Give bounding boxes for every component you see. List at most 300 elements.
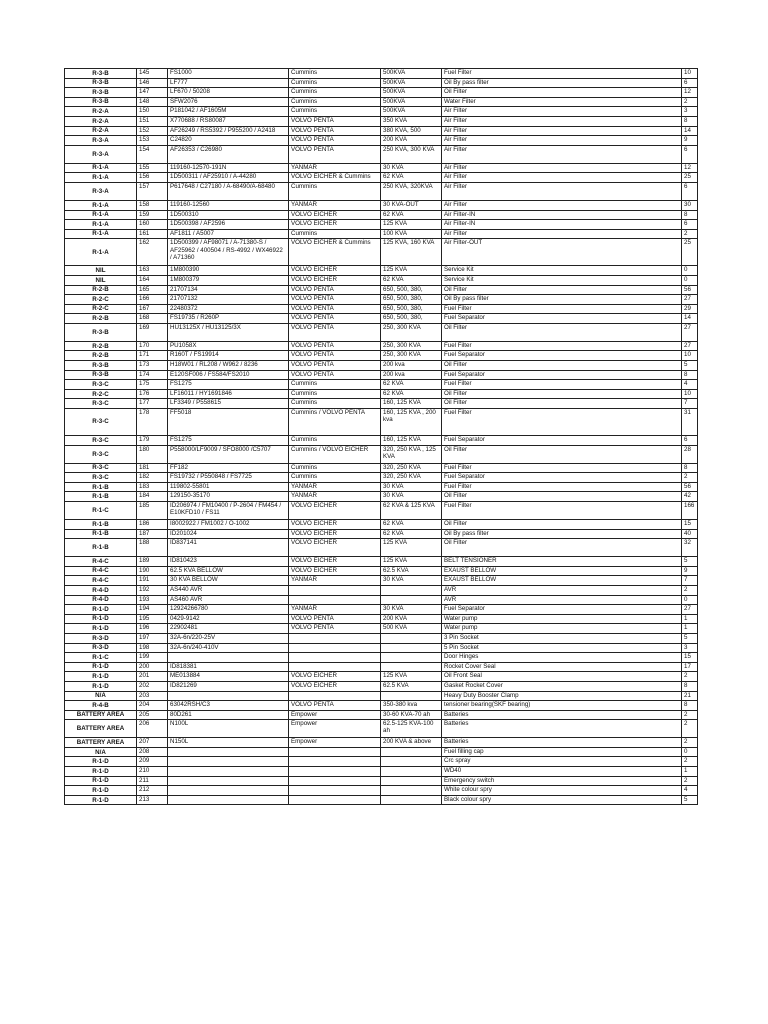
rating-cell: 500KVA [381, 107, 442, 117]
table-row [65, 380, 698, 390]
part-number-cell: LF3349 / P558615 [168, 399, 289, 409]
table-row [65, 795, 698, 805]
location-cell: R-2-A [65, 126, 137, 136]
description-cell: Fuel Filter [442, 502, 682, 520]
brand-cell: VOLVO EICHER [289, 275, 381, 285]
quantity-cell: 15 [682, 520, 698, 530]
location-cell: BATTERY AREA [65, 710, 137, 720]
rating-cell: 30 KVA-OUT [381, 200, 442, 210]
quantity-cell: 4 [682, 380, 698, 390]
brand-cell [289, 786, 381, 796]
rating-cell: 250, 300 KVA [381, 323, 442, 341]
part-number-cell: 30 KVA BELLOW [168, 576, 289, 586]
rating-cell: 650, 500, 380, [381, 304, 442, 314]
location-cell: R-3-D [65, 643, 137, 653]
serial-number-cell: 180 [137, 445, 168, 463]
table-row [65, 463, 698, 473]
table-row [65, 239, 698, 266]
quantity-cell: 10 [682, 389, 698, 399]
table-row [65, 210, 698, 220]
part-number-cell: AF26249 / RS5392 / P955200 / A2418 [168, 126, 289, 136]
part-number-cell: AS440 AVR [168, 585, 289, 595]
location-cell: R-2-C [65, 389, 137, 399]
rating-cell: 350 KVA [381, 116, 442, 126]
part-number-cell: 119802-55801 [168, 482, 289, 492]
brand-cell: VOLVO PENTA [289, 351, 381, 361]
part-number-cell: LF777 [168, 78, 289, 88]
part-number-cell: N100L [168, 720, 289, 738]
quantity-cell: 29 [682, 304, 698, 314]
table-row [65, 116, 698, 126]
quantity-cell: 25 [682, 173, 698, 183]
quantity-cell: 1 [682, 624, 698, 634]
description-cell: Fuel Separator [442, 370, 682, 380]
location-cell: R-3-C [65, 463, 137, 473]
serial-number-cell: 178 [137, 409, 168, 436]
brand-cell: Cummins [289, 182, 381, 200]
location-cell: R-1-D [65, 757, 137, 767]
table-row [65, 314, 698, 324]
part-number-cell: P181042 / AF1605M [168, 107, 289, 117]
table-row [65, 566, 698, 576]
location-cell: R-3-B [65, 361, 137, 371]
part-number-cell: FS1000 [168, 69, 289, 79]
brand-cell: Cummins [289, 78, 381, 88]
part-number-cell: 21707132 [168, 295, 289, 305]
description-cell: Oil Filter [442, 389, 682, 399]
description-cell: Air Filter [442, 173, 682, 183]
description-cell: Oil Filter [442, 520, 682, 530]
part-number-cell: 32A-6n/240-410V [168, 643, 289, 653]
rating-cell: 320, 250 KVA [381, 463, 442, 473]
brand-cell: VOLVO EICHER [289, 266, 381, 276]
brand-cell: Cummins [289, 399, 381, 409]
description-cell: WD40 [442, 767, 682, 777]
description-cell: Oil By pass filter [442, 78, 682, 88]
table-row [65, 341, 698, 351]
quantity-cell: 6 [682, 182, 698, 200]
serial-number-cell: 145 [137, 69, 168, 79]
quantity-cell: 6 [682, 145, 698, 163]
table-row [65, 145, 698, 163]
table-row [65, 88, 698, 98]
brand-cell: VOLVO PENTA [289, 314, 381, 324]
location-cell: R-1-D [65, 624, 137, 634]
serial-number-cell: 193 [137, 595, 168, 605]
quantity-cell: 9 [682, 136, 698, 146]
location-cell: R-2-B [65, 341, 137, 351]
part-number-cell: R160T / FS19914 [168, 351, 289, 361]
description-cell: Oil Filter [442, 539, 682, 557]
description-cell: Oil Filter [442, 88, 682, 98]
quantity-cell: 56 [682, 285, 698, 295]
serial-number-cell: 192 [137, 585, 168, 595]
location-cell: R-2-A [65, 107, 137, 117]
serial-number-cell: 146 [137, 78, 168, 88]
rating-cell: 62 KVA [381, 173, 442, 183]
brand-cell: VOLVO PENTA [289, 145, 381, 163]
rating-cell: 200 KVA [381, 614, 442, 624]
part-number-cell: FF182 [168, 463, 289, 473]
table-row [65, 200, 698, 210]
rating-cell [381, 767, 442, 777]
table-row [65, 107, 698, 117]
description-cell: Batteries [442, 710, 682, 720]
brand-cell: Cummins / VOLVO EICHER [289, 445, 381, 463]
table-row [65, 351, 698, 361]
location-cell: BATTERY AREA [65, 720, 137, 738]
part-number-cell: ID201024 [168, 529, 289, 539]
table-row [65, 633, 698, 643]
rating-cell: 500KVA [381, 97, 442, 107]
table-row [65, 482, 698, 492]
serial-number-cell: 158 [137, 200, 168, 210]
brand-cell: Empower [289, 738, 381, 748]
quantity-cell: 42 [682, 492, 698, 502]
rating-cell [381, 795, 442, 805]
rating-cell: 125 KVA, 160 KVA [381, 239, 442, 266]
description-cell: Oil Filter [442, 285, 682, 295]
rating-cell: 650, 500, 380, [381, 314, 442, 324]
location-cell: R-3-B [65, 69, 137, 79]
location-cell: R-4-C [65, 557, 137, 567]
description-cell: Fuel Filter [442, 409, 682, 436]
quantity-cell: 31 [682, 409, 698, 436]
table-row [65, 776, 698, 786]
description-cell: AVR [442, 585, 682, 595]
serial-number-cell: 187 [137, 529, 168, 539]
part-number-cell [168, 757, 289, 767]
description-cell: Door Hinges [442, 653, 682, 663]
serial-number-cell: 206 [137, 720, 168, 738]
serial-number-cell: 203 [137, 691, 168, 701]
quantity-cell: 8 [682, 116, 698, 126]
location-cell: R-3-B [65, 78, 137, 88]
description-cell: Air Filter-IN [442, 220, 682, 230]
part-number-cell: ID810423 [168, 557, 289, 567]
quantity-cell: 32 [682, 539, 698, 557]
quantity-cell: 40 [682, 529, 698, 539]
part-number-cell: 119160-12560 [168, 200, 289, 210]
table-row [65, 529, 698, 539]
location-cell: R-1-D [65, 786, 137, 796]
part-number-cell: FS1275 [168, 436, 289, 446]
rating-cell: 500KVA [381, 78, 442, 88]
table-row [65, 389, 698, 399]
quantity-cell: 6 [682, 220, 698, 230]
table-row [65, 520, 698, 530]
rating-cell [381, 776, 442, 786]
rating-cell: 650, 500, 380, [381, 295, 442, 305]
quantity-cell: 166 [682, 502, 698, 520]
description-cell: Gasket Rocket Cover [442, 681, 682, 691]
part-number-cell: AS460 AVR [168, 595, 289, 605]
table-row [65, 662, 698, 672]
serial-number-cell: 174 [137, 370, 168, 380]
rating-cell: 200 kva [381, 370, 442, 380]
location-cell: R-3-D [65, 633, 137, 643]
location-cell: R-3-B [65, 370, 137, 380]
serial-number-cell: 191 [137, 576, 168, 586]
table-row [65, 681, 698, 691]
brand-cell: Cummins [289, 436, 381, 446]
rating-cell: 62 KVA [381, 275, 442, 285]
brand-cell: VOLVO EICHER [289, 681, 381, 691]
location-cell: R-1-D [65, 614, 137, 624]
table-row [65, 436, 698, 446]
rating-cell: 30 KVA [381, 163, 442, 173]
brand-cell: VOLVO EICHER [289, 539, 381, 557]
quantity-cell: 2 [682, 710, 698, 720]
part-number-cell: 80D261 [168, 710, 289, 720]
serial-number-cell: 182 [137, 473, 168, 483]
rating-cell: 125 KVA [381, 539, 442, 557]
location-cell: R-3-C [65, 380, 137, 390]
serial-number-cell: 205 [137, 710, 168, 720]
inventory-table [64, 68, 698, 805]
serial-number-cell: 181 [137, 463, 168, 473]
rating-cell: 62 KVA [381, 389, 442, 399]
location-cell: R-1-B [65, 539, 137, 557]
description-cell: Batteries [442, 720, 682, 738]
location-cell: R-3-B [65, 97, 137, 107]
serial-number-cell: 208 [137, 747, 168, 757]
serial-number-cell: 185 [137, 502, 168, 520]
table-row [65, 557, 698, 567]
quantity-cell: 2 [682, 672, 698, 682]
serial-number-cell: 196 [137, 624, 168, 634]
part-number-cell: ME013884 [168, 672, 289, 682]
rating-cell: 250, 300 KVA [381, 341, 442, 351]
table-row [65, 136, 698, 146]
quantity-cell: 10 [682, 69, 698, 79]
location-cell: R-1-A [65, 210, 137, 220]
serial-number-cell: 211 [137, 776, 168, 786]
table-row [65, 304, 698, 314]
location-cell: R-4-B [65, 701, 137, 711]
part-number-cell: X770688 / RS80087 [168, 116, 289, 126]
table-row [65, 605, 698, 615]
brand-cell: VOLVO EICHER [289, 672, 381, 682]
rating-cell: 320, 250 KVA [381, 473, 442, 483]
serial-number-cell: 166 [137, 295, 168, 305]
description-cell: Air Filter-IN [442, 210, 682, 220]
table-row [65, 786, 698, 796]
description-cell: Emergency switch [442, 776, 682, 786]
serial-number-cell: 198 [137, 643, 168, 653]
rating-cell: 160, 125 KVA [381, 399, 442, 409]
location-cell: R-4-C [65, 566, 137, 576]
serial-number-cell: 175 [137, 380, 168, 390]
rating-cell: 62.5 KVA [381, 566, 442, 576]
brand-cell: VOLVO PENTA [289, 341, 381, 351]
quantity-cell: 2 [682, 720, 698, 738]
brand-cell [289, 643, 381, 653]
location-cell: NIL [65, 266, 137, 276]
description-cell: Air Filter [442, 229, 682, 239]
part-number-cell [168, 747, 289, 757]
location-cell: R-1-D [65, 795, 137, 805]
part-number-cell [168, 767, 289, 777]
brand-cell: YANMAR [289, 605, 381, 615]
location-cell: R-1-A [65, 220, 137, 230]
table-row [65, 78, 698, 88]
brand-cell: Cummins [289, 463, 381, 473]
brand-cell: YANMAR [289, 482, 381, 492]
part-number-cell: 1D500311 / AF25910 / A-44280 [168, 173, 289, 183]
location-cell: R-3-C [65, 399, 137, 409]
brand-cell: YANMAR [289, 200, 381, 210]
part-number-cell: 1D500399 / AF98071 / A-71380-S / AF25962 / 400504 / RS-4992 / WX46922 / A71360 [168, 239, 289, 266]
serial-number-cell: 169 [137, 323, 168, 341]
part-number-cell: 12924266780 [168, 605, 289, 615]
description-cell: Oil By pass filter [442, 529, 682, 539]
description-cell: EXAUST BELLOW [442, 566, 682, 576]
rating-cell: 30-60 KVA-70 ah [381, 710, 442, 720]
rating-cell: 30 KVA [381, 492, 442, 502]
serial-number-cell: 161 [137, 229, 168, 239]
quantity-cell: 2 [682, 97, 698, 107]
rating-cell: 30 KVA [381, 605, 442, 615]
rating-cell: 62 KVA [381, 380, 442, 390]
rating-cell: 160, 125 KVA , 200 kva [381, 409, 442, 436]
location-cell: R-4-C [65, 576, 137, 586]
brand-cell: Cummins [289, 97, 381, 107]
quantity-cell: 8 [682, 370, 698, 380]
table-row [65, 220, 698, 230]
serial-number-cell: 162 [137, 239, 168, 266]
serial-number-cell: 189 [137, 557, 168, 567]
location-cell: R-1-A [65, 229, 137, 239]
quantity-cell: 2 [682, 229, 698, 239]
location-cell: N/A [65, 747, 137, 757]
rating-cell: 380 KVA, 500 [381, 126, 442, 136]
description-cell: Rocket Cover Seal [442, 662, 682, 672]
part-number-cell: AF1811 / A5007 [168, 229, 289, 239]
serial-number-cell: 204 [137, 701, 168, 711]
description-cell: Crc spray [442, 757, 682, 767]
rating-cell: 200 KVA & above [381, 738, 442, 748]
description-cell: EXAUST BELLOW [442, 576, 682, 586]
table-row [65, 163, 698, 173]
part-number-cell: 1D500310 [168, 210, 289, 220]
serial-number-cell: 176 [137, 389, 168, 399]
description-cell: Water Filter [442, 97, 682, 107]
inventory-rows [65, 69, 698, 805]
description-cell: Fuel Separator [442, 473, 682, 483]
description-cell: Fuel Separator [442, 351, 682, 361]
serial-number-cell: 207 [137, 738, 168, 748]
serial-number-cell: 184 [137, 492, 168, 502]
location-cell: R-2-B [65, 285, 137, 295]
location-cell: R-1-D [65, 767, 137, 777]
description-cell: Fuel Filter [442, 482, 682, 492]
rating-cell: 125 KVA [381, 220, 442, 230]
rating-cell: 100 KVA [381, 229, 442, 239]
description-cell: Service Kit [442, 266, 682, 276]
serial-number-cell: 157 [137, 182, 168, 200]
quantity-cell: 1 [682, 767, 698, 777]
rating-cell: 200 KVA [381, 136, 442, 146]
description-cell: Air Filter-OUT [442, 239, 682, 266]
serial-number-cell: 160 [137, 220, 168, 230]
description-cell: Oil Filter [442, 361, 682, 371]
rating-cell: 650, 500, 380, [381, 285, 442, 295]
quantity-cell: 6 [682, 436, 698, 446]
table-row [65, 595, 698, 605]
brand-cell: VOLVO PENTA [289, 304, 381, 314]
description-cell: Air Filter [442, 182, 682, 200]
quantity-cell: 1 [682, 614, 698, 624]
brand-cell: VOLVO PENTA [289, 136, 381, 146]
quantity-cell: 2 [682, 473, 698, 483]
quantity-cell: 0 [682, 747, 698, 757]
serial-number-cell: 195 [137, 614, 168, 624]
brand-cell: VOLVO PENTA [289, 624, 381, 634]
quantity-cell: 2 [682, 738, 698, 748]
table-row [65, 275, 698, 285]
serial-number-cell: 159 [137, 210, 168, 220]
table-row [65, 285, 698, 295]
brand-cell: Cummins / VOLVO PENTA [289, 409, 381, 436]
quantity-cell: 3 [682, 107, 698, 117]
description-cell: Air Filter [442, 107, 682, 117]
rating-cell [381, 786, 442, 796]
serial-number-cell: 186 [137, 520, 168, 530]
rating-cell [381, 643, 442, 653]
description-cell: 5 Pin Socket [442, 643, 682, 653]
rating-cell: 500 KVA [381, 624, 442, 634]
brand-cell: YANMAR [289, 576, 381, 586]
rating-cell: 250 KVA, 300 KVA [381, 145, 442, 163]
table-row [65, 399, 698, 409]
rating-cell: 200 kva [381, 361, 442, 371]
rating-cell: 62 KVA & 125 KVA [381, 502, 442, 520]
rating-cell: 500KVA [381, 88, 442, 98]
location-cell: BATTERY AREA [65, 738, 137, 748]
description-cell: AVR [442, 595, 682, 605]
location-cell: R-1-D [65, 662, 137, 672]
serial-number-cell: 183 [137, 482, 168, 492]
description-cell: Fuel Filter [442, 341, 682, 351]
quantity-cell: 10 [682, 351, 698, 361]
table-row [65, 295, 698, 305]
brand-cell: Empower [289, 720, 381, 738]
part-number-cell [168, 786, 289, 796]
brand-cell [289, 633, 381, 643]
rating-cell: 62 KVA [381, 210, 442, 220]
part-number-cell: FS1275 [168, 380, 289, 390]
brand-cell: VOLVO PENTA [289, 614, 381, 624]
part-number-cell: ID821269 [168, 681, 289, 691]
quantity-cell: 28 [682, 445, 698, 463]
serial-number-cell: 209 [137, 757, 168, 767]
location-cell: R-2-B [65, 351, 137, 361]
quantity-cell: 2 [682, 757, 698, 767]
quantity-cell: 21 [682, 691, 698, 701]
serial-number-cell: 168 [137, 314, 168, 324]
part-number-cell: 22902481 [168, 624, 289, 634]
quantity-cell: 5 [682, 557, 698, 567]
table-row [65, 672, 698, 682]
serial-number-cell: 197 [137, 633, 168, 643]
description-cell: Air Filter [442, 163, 682, 173]
brand-cell: Cummins [289, 229, 381, 239]
brand-cell [289, 585, 381, 595]
serial-number-cell: 188 [137, 539, 168, 557]
quantity-cell: 8 [682, 463, 698, 473]
table-row [65, 643, 698, 653]
